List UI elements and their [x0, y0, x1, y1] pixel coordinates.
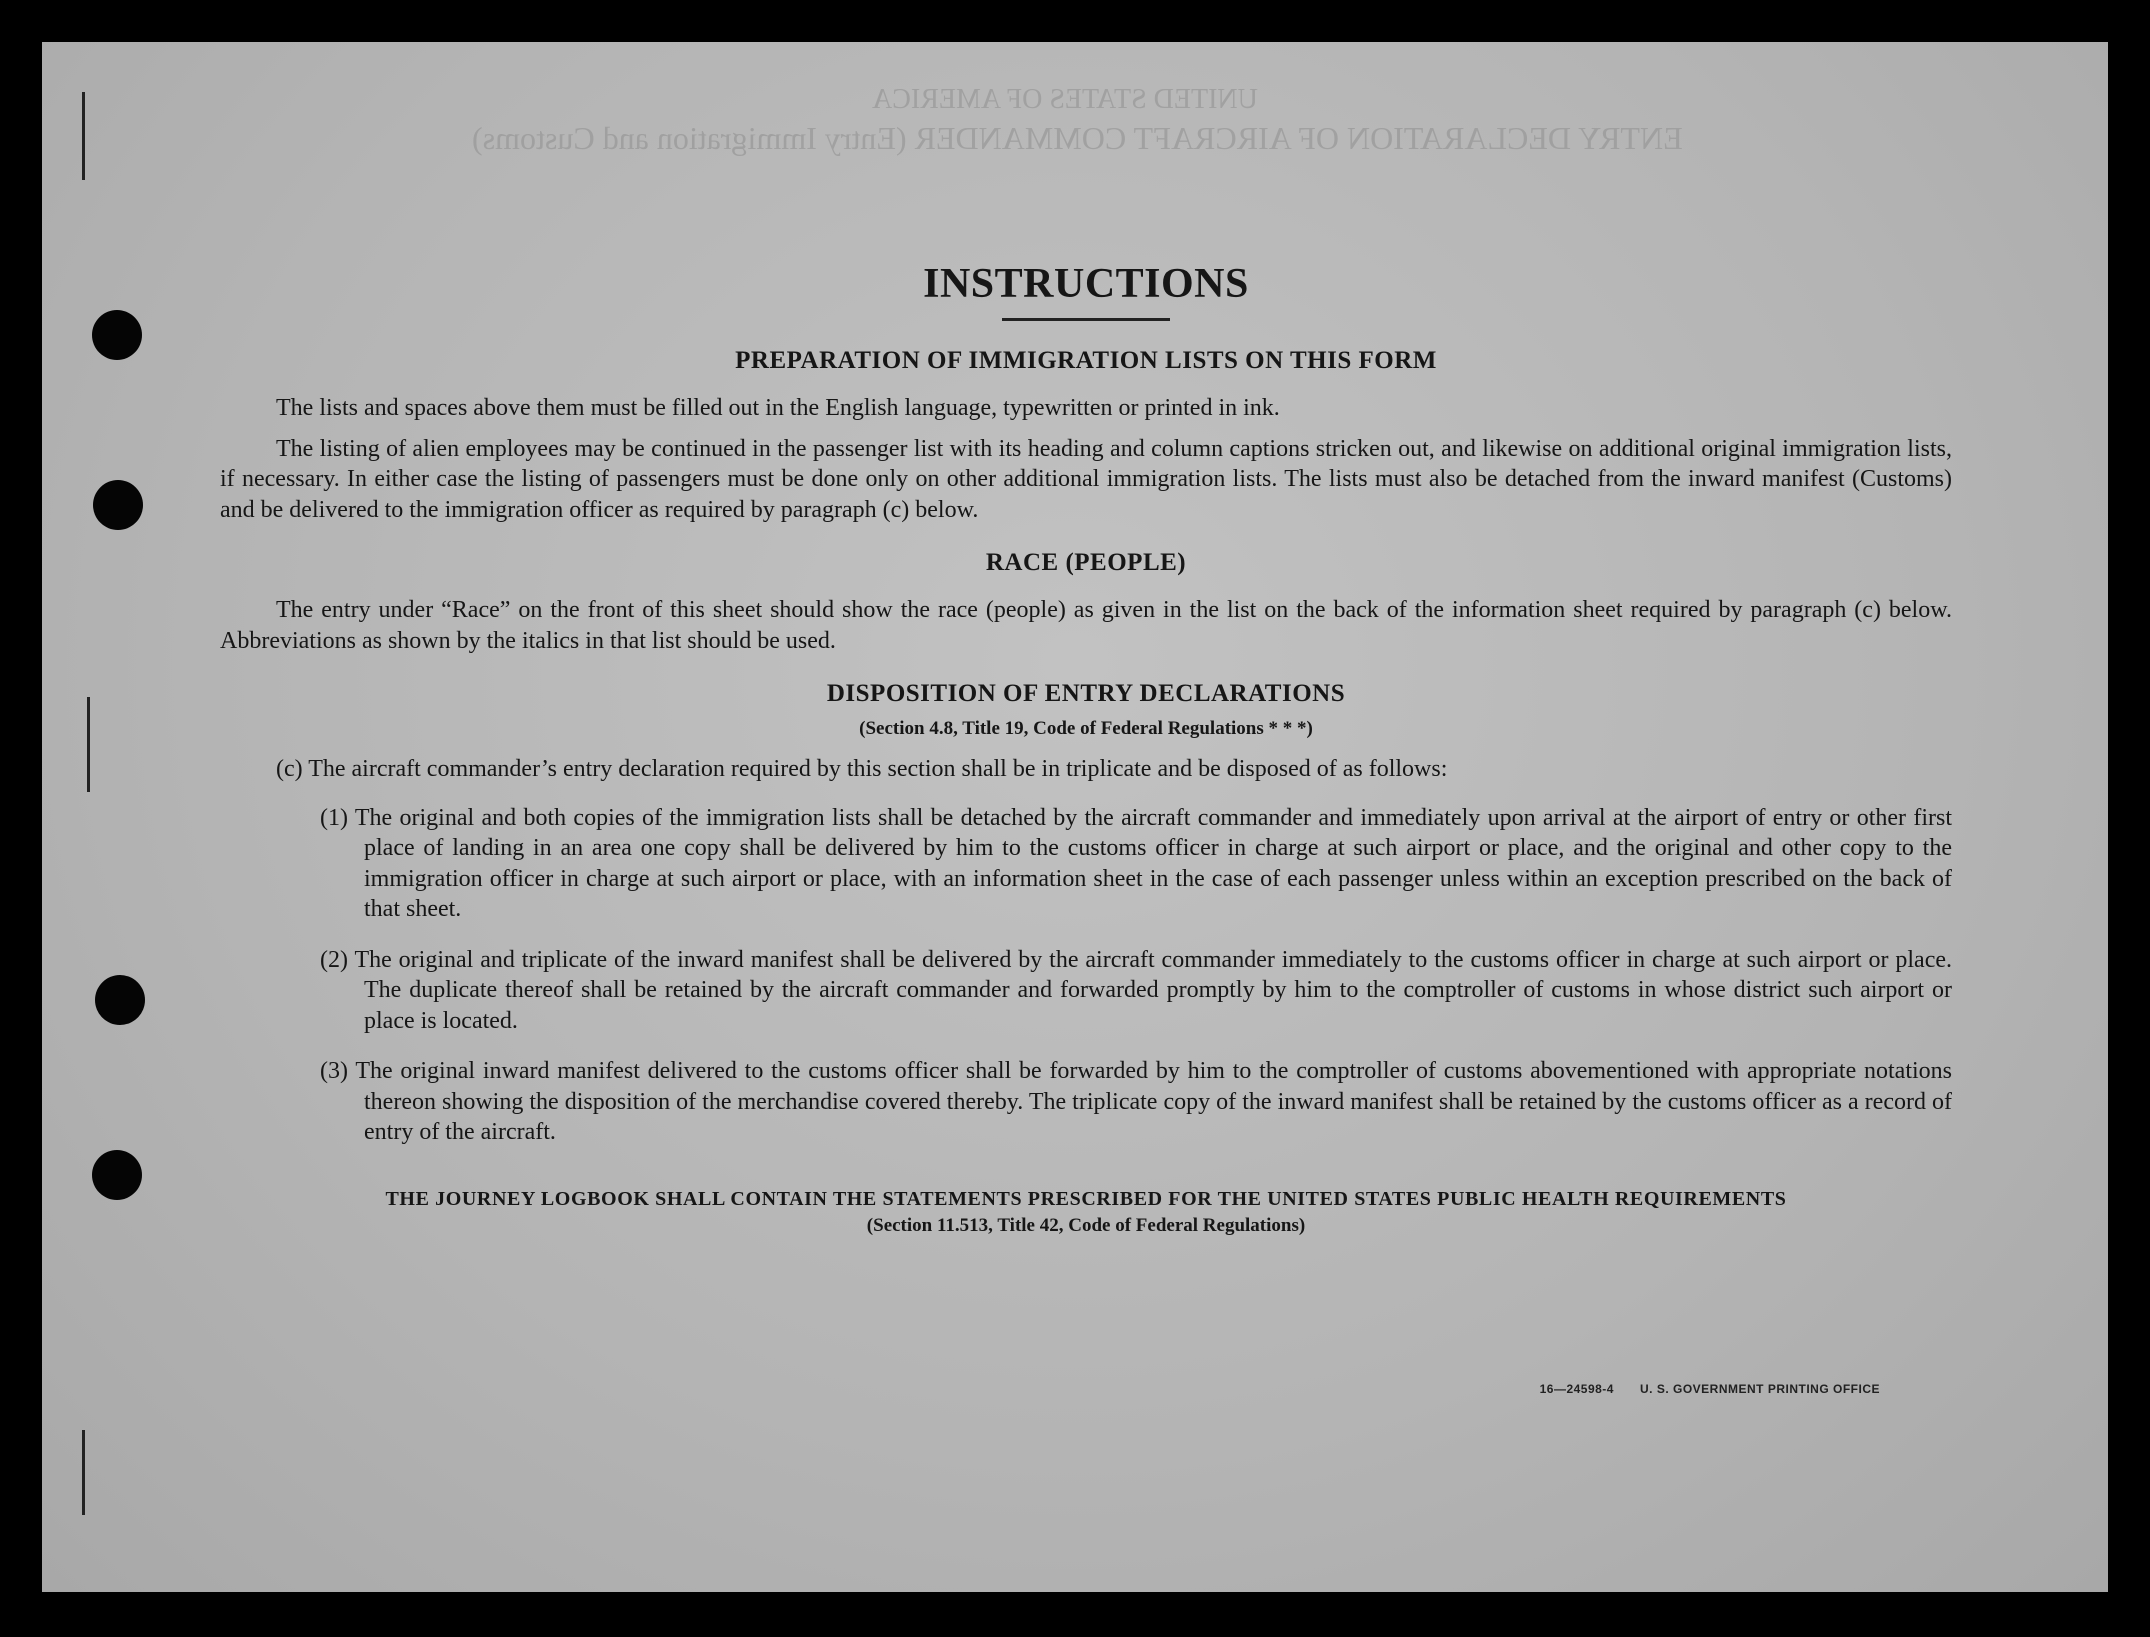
disposition-citation: (Section 4.8, Title 19, Code of Federal Regulations * * *) [859, 718, 1313, 739]
binder-hole [92, 1150, 142, 1200]
page-title: INSTRUCTIONS [923, 261, 1249, 307]
disposition-item: (3) The original inward manifest delivered to the customs officer shall be forwarded by him to the comptroller of customs abovementioned with appropriate notations thereon showing the disposition of the merchandise covered thereby. The triplicate copy of the inward manifest shall be retained by the customs officer as a record of entry of the aircraft. [320, 1058, 1952, 1145]
document-sheet [42, 42, 2108, 1592]
form-number: 16—24598-4 [1539, 1382, 1614, 1396]
disposition-heading: DISPOSITION OF ENTRY DECLARATIONS [826, 680, 1346, 707]
prep-paragraph: The listing of alien employees may be continued in the passenger list with its heading and column captions stricken out, and likewise on additional original immigration lists, if necessary. In either case the listing of passengers must be done only on other additional immigration lists. The lists must also be detached from the inward manifest (Customs) and be delivered to the immigration officer as required by paragraph (c) below. [220, 435, 1952, 523]
binder-hole [93, 480, 143, 530]
bleed-through-line-1: UNITED STATES OF AMERICA [872, 84, 1258, 115]
health-requirements-statement: THE JOURNEY LOGBOOK SHALL CONTAIN THE STATEMENTS PRESCRIBED FOR THE UNITED STATES PUBLIC HEALTH REQUIREMENTS [385, 1187, 1787, 1210]
instructions-body [220, 260, 1952, 1237]
printer-imprint [1540, 1382, 1880, 1396]
disposition-item: (2) The original and triplicate of the inward manifest shall be delivered by the aircraft commander immediately to the customs officer in charge at such airport or place. The duplicate thereof shall be retained by the aircraft commander and forwarded promptly by him to the comptroller of customs in whose district such airport or place is located. [320, 946, 1952, 1034]
printer-name: U. S. GOVERNMENT PRINTING OFFICE [1639, 1382, 1880, 1396]
race-heading: RACE (PEOPLE) [985, 549, 1187, 576]
prep-heading: PREPARATION OF IMMIGRATION LISTS ON THIS FORM [735, 347, 1437, 374]
race-paragraph: The entry under “Race” on the front of this sheet should show the race (people) as given in the list on the back of the information sheet required by paragraph (c) below. Abbreviations as shown by the italics in that list should be used. [220, 597, 1952, 654]
binder-hole [92, 310, 142, 360]
title-underline [1002, 318, 1170, 321]
prep-paragraph: The lists and spaces above them must be filled out in the English language, typewritten or printed in ink. [276, 395, 1280, 421]
margin-tick [82, 1430, 85, 1515]
health-requirements-citation: (Section 11.513, Title 42, Code of Federal Regulations) [866, 1214, 1306, 1236]
disposition-intro: (c) The aircraft commander’s entry declaration required by this section shall be in triplicate and be disposed of as follows: [276, 756, 1448, 782]
margin-tick [82, 92, 85, 180]
binder-hole [95, 975, 145, 1025]
disposition-item: (1) The original and both copies of the immigration lists shall be detached by the aircraft commander and immediately upon arrival at the airport of entry or other first place of landing in an area one copy shall be delivered by him to the customs officer in charge at such airport or place, and the original and other copy to the immigration officer in charge at such airport or place, with an information sheet in the case of each passenger unless within an exception prescribed on the back of that sheet. [320, 804, 1952, 922]
bleed-through-line-2: ENTRY DECLARATION OF AIRCRAFT COMMANDER (Entry Immigration and Customs) [472, 120, 1683, 156]
margin-tick [87, 697, 90, 792]
